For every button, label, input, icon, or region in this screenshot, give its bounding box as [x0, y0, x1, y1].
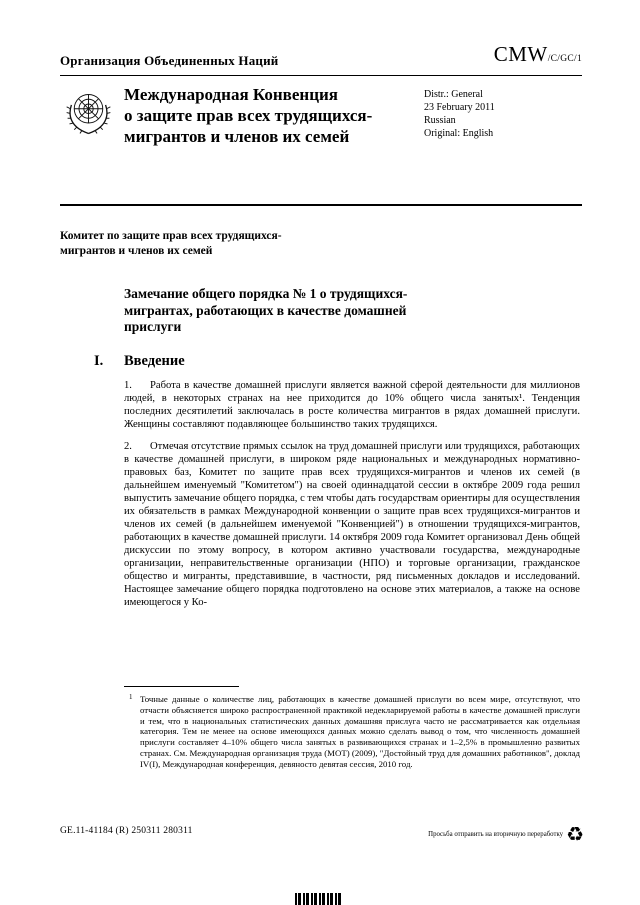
- committee-name-line: Комитет по защите прав всех трудящихся-: [60, 230, 282, 242]
- paragraph-number: 1.: [124, 380, 132, 391]
- paragraph-text: Отмечая отсутствие прямых ссылок на труд домашней прислуги или трудящихся, работающих в качестве домашней прислуги, в широком ряде национальных и международных нормативно-правовых баз, Комитет по защите прав всех трудящихся-мигрантов и членов их семей (в дальнейшем именуемый "Комитетом") на своей одиннадцатой сессии в октябре 2009 года решил выпустить замечание общего порядка, с тем чтобы дать государствам ориентиры для осуществления их обязательств в рамках Международной конвенции о защите прав всех трудящихся-мигрантов и членов их семей (в дальнейшем именуемой "Конвенцией") в отношении трудящихся-мигрантов, работающих в качестве домашней прислуги. 14 октября 2009 года Комитет организовал День общей дискуссии по этому вопросу, в котором активно участвовали государства, международные организации, неправительственные организации (НПО) и торговые организации, гражданское общество и мигранты, представившие, в частности, ряд письменных докладов и исследований. Настоящее замечание общего порядка подготовлено на основе этих материалов, а также на основе имеющегося у Ко-: [124, 441, 580, 608]
- header-rule: [60, 75, 582, 76]
- convention-title-line: мигрантов и членов их семей: [124, 127, 350, 146]
- doc-symbol-main: CMW: [493, 42, 548, 66]
- section-title: Введение: [124, 353, 185, 369]
- paragraph: [124, 379, 580, 431]
- distr-line: Distr.: General: [424, 89, 483, 100]
- un-emblem-icon: [60, 85, 117, 147]
- masthead-rule: [60, 204, 582, 206]
- paragraph: [124, 440, 580, 609]
- doc-symbol: [494, 42, 582, 67]
- paragraph-text: Работа в качестве домашней прислуги является важной сферой деятельности для миллионов людей, в некоторых странах на нее приходится до 10% общего числа занятых¹. Тенденция последних десятилетий заключалась в росте количества мигрантов в рядах домашней прислуги. Женщины составляют подавляющее большинство таких трудящихся.: [124, 380, 580, 430]
- footnote-marker: 1: [129, 693, 133, 701]
- date-line: 23 February 2011: [424, 102, 495, 113]
- footnote-text: Точные данные о количестве лиц, работающих в качестве домашней прислуги во всем мире, отсутствуют, что отчасти объясняется широко распространенной практикой недекларируемой работы в качестве домашней прислуги и тем, что в национальных статистических данных домашняя прислуга часто не рассматривается как отдельная категория. Тем не менее на основе имеющихся данных можно сделать вывод о том, что численность домашней прислуги составляет 4–10% общего числа занятых в развивающихся странах и 1–2,5% в промышленно развитых странах. См. Международная организация труда (МОТ) (2009), "Достойный труд для домашних работников", доклад IV(I), Международная конференция, девяносто девятая сессия, 2010 год.: [140, 694, 580, 769]
- paragraph-number: 2.: [124, 441, 132, 452]
- recycle-icon: ♻: [566, 822, 584, 846]
- committee-name: [60, 229, 282, 258]
- convention-title: [124, 84, 372, 147]
- footnote: [124, 694, 580, 770]
- footnote-separator: [124, 686, 239, 687]
- doc-symbol-sub: /C/GC/1: [547, 54, 582, 64]
- barcode: [295, 893, 343, 905]
- general-comment-title: Замечание общего порядка № 1 о трудящихся-мигрантах, работающих в качестве домашней прислуги: [124, 286, 408, 334]
- section-number: I.: [94, 353, 104, 369]
- convention-title-line: Международная Конвенция: [124, 85, 338, 104]
- distribution-block: [424, 88, 495, 140]
- body-text: [124, 379, 580, 618]
- footer-doc-code: GE.11-41184 (R) 250311 280311: [60, 826, 193, 836]
- original-language-line: Original: English: [424, 128, 494, 139]
- convention-title-line: о защите прав всех трудящихся-: [124, 106, 373, 125]
- recycle-note: [428, 824, 584, 844]
- org-name: Организация Объединенных Наций: [60, 53, 279, 68]
- section-heading: [94, 353, 185, 370]
- footnote-block: [124, 686, 580, 770]
- recycle-text: Просьба отправить на вторичную переработку: [428, 830, 564, 838]
- committee-name-line: мигрантов и членов их семей: [60, 244, 213, 257]
- language-line: Russian: [424, 115, 456, 126]
